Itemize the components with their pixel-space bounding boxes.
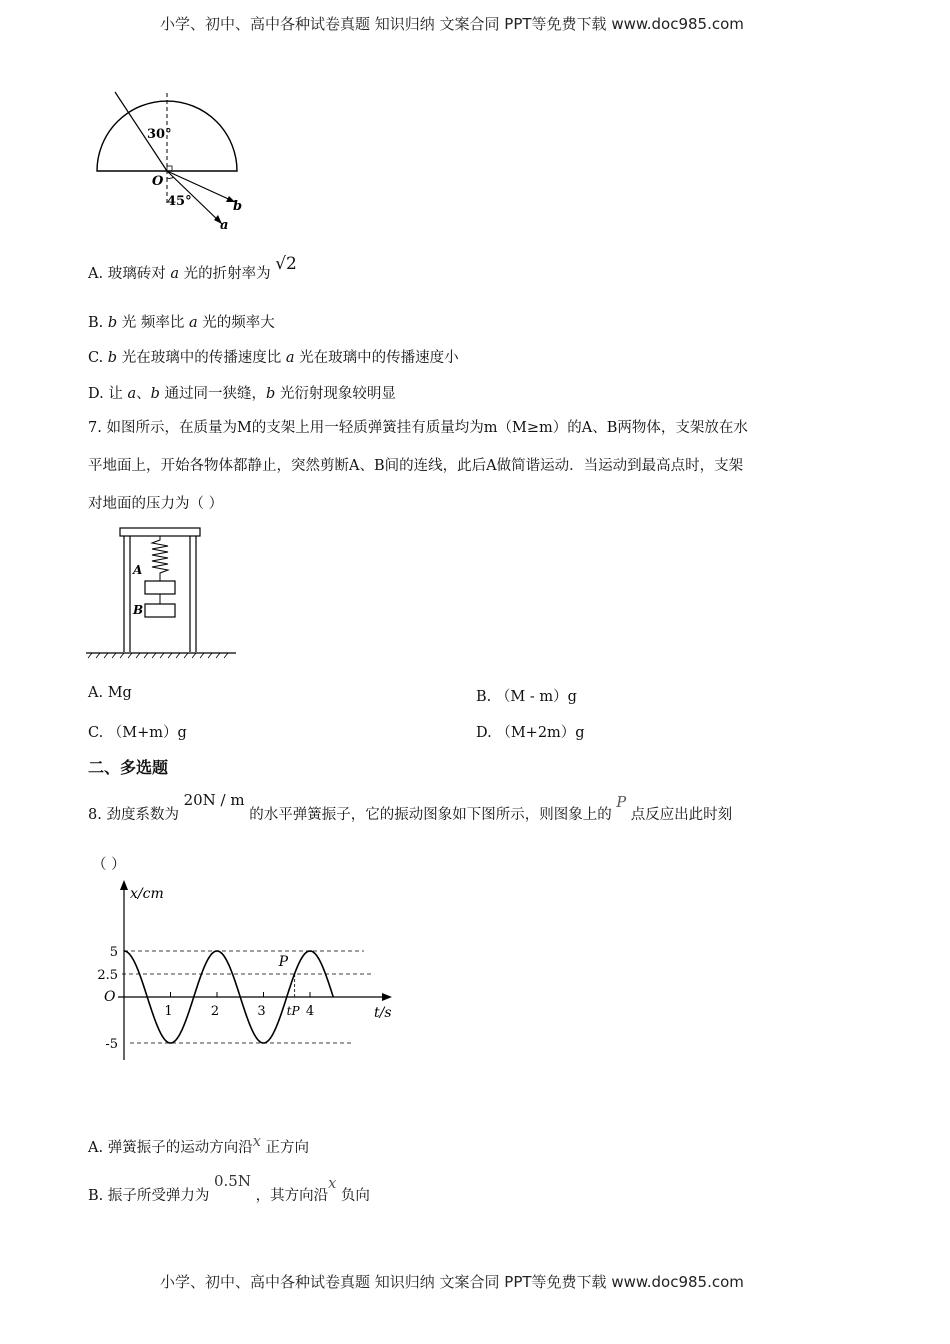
q7-option-d: D. （M+2m）g: [476, 725, 585, 741]
q8-stem: 8. 劲度系数为 20N / m 的水平弹簧振子，它的振动图象如下图所示，则图象上的 P 点反应出此时刻: [88, 791, 733, 823]
x-tick-label: 3: [257, 1004, 266, 1019]
label-b: B: [133, 603, 144, 617]
q8-option-b: B. 振子所受弹力为 0.5N ，其方向沿x 负向: [88, 1172, 370, 1204]
q7-line-1: 7. 如图所示，在质量为M的支架上用一轻质弹簧挂有质量均为m（M≥m）的A、B两物体，支架放在水: [88, 420, 748, 436]
y-tick-label: 5: [109, 945, 118, 960]
tp-label: tP: [286, 1004, 300, 1018]
ray-a-label: a: [220, 218, 229, 233]
support-top-bar: [120, 528, 200, 536]
q6-option-b: B. b 光 频率比 a 光的频率大: [88, 315, 275, 331]
origin-label: O: [104, 989, 116, 1005]
angle-30-label: 30°: [147, 127, 172, 142]
block-a: [145, 581, 175, 594]
x-axis-arrow: [382, 993, 392, 1001]
origin-label: O: [152, 174, 164, 189]
x-tick-label: 2: [210, 1004, 220, 1019]
angle-45-label: 45°: [167, 194, 192, 209]
x-tick-label: 4: [305, 1004, 315, 1019]
y-axis-label: x/cm: [130, 886, 164, 902]
page-footer: 小学、初中、高中各种试卷真题 知识归纳 文案合同 PPT等免费下载 www.doc985.com: [160, 1273, 744, 1291]
y-tick-label: -5: [105, 1037, 118, 1052]
q6-option-d: D. 让 a、b 通过同一狭缝，b 光衍射现象较明显: [88, 386, 396, 402]
x-tick-label: 1: [164, 1004, 173, 1019]
q6-option-c: C. b 光在玻璃中的传播速度比 a 光在玻璃中的传播速度小: [88, 350, 459, 366]
y-tick-label: 2.5: [97, 968, 118, 983]
q7-line-3: 对地面的压力为（ ）: [88, 496, 224, 512]
q7-line-2: 平地面上，开始各物体都静止，突然剪断A、B间的连线，此后A做简谐运动．当运动到最高点时，支架: [88, 458, 744, 474]
x-axis-label: t/s: [374, 1005, 392, 1021]
q7-option-b: B. （M - m）g: [476, 689, 577, 705]
point-p-label: P: [278, 954, 289, 970]
page-header: 小学、初中、高中各种试卷真题 知识归纳 文案合同 PPT等免费下载 www.doc985.com: [160, 15, 744, 33]
spring-support-figure: [86, 526, 238, 662]
vibration-chart: [96, 876, 402, 1062]
ground-hatch: [88, 653, 228, 658]
q7-option-c: C. （M+m）g: [88, 725, 187, 741]
q7-option-a: A. Mg: [88, 685, 132, 701]
refraction-figure: [90, 88, 250, 236]
q8-answer-paren: （ ）: [92, 857, 126, 873]
ray-b-label: b: [233, 199, 243, 214]
block-b: [145, 604, 175, 617]
q6-option-a: A. 玻璃砖对 a 光的折射率为 √2: [88, 254, 297, 282]
spring: [152, 536, 168, 581]
label-a: A: [133, 563, 143, 577]
y-axis-arrow: [120, 880, 128, 890]
right-angle-mark: [167, 166, 172, 171]
section-title: 二、多选题: [88, 758, 169, 777]
q8-option-a: A. 弹簧振子的运动方向沿x 正方向: [88, 1134, 309, 1156]
